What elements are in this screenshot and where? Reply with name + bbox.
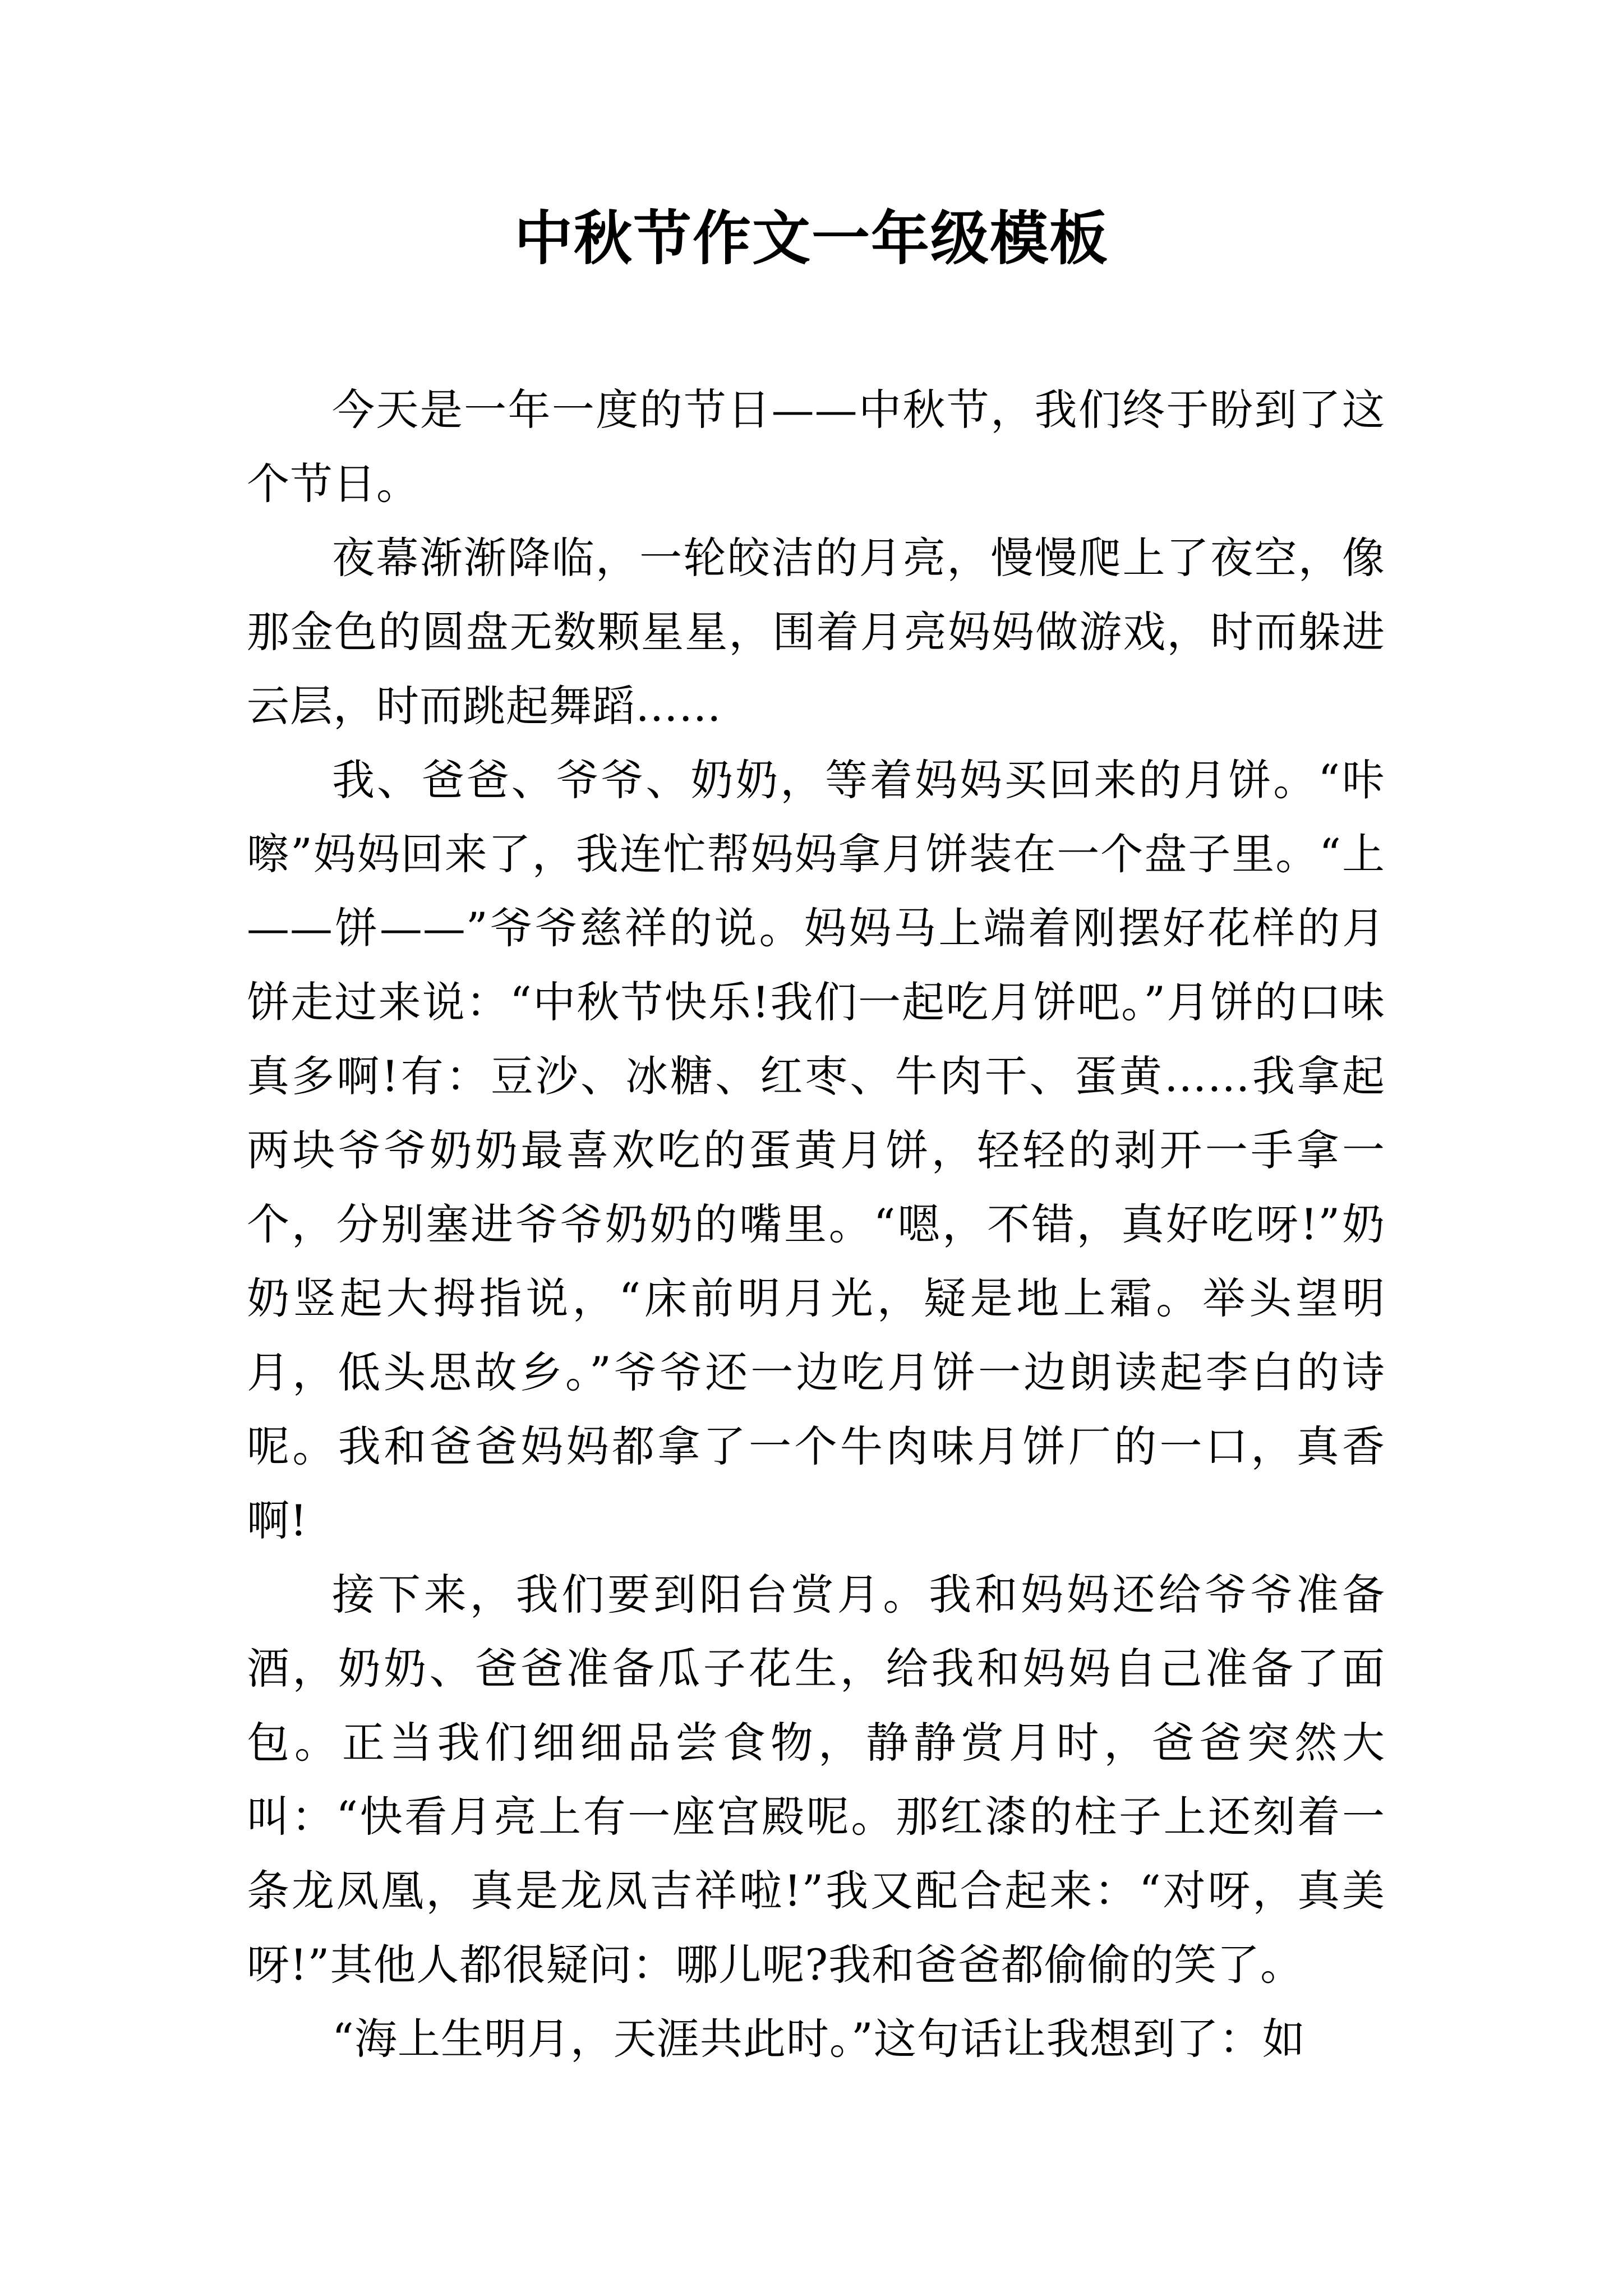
paragraph: 夜幕渐渐降临，一轮皎洁的月亮，慢慢爬上了夜空，像那金色的圆盘无数颗星星，围着月亮妈妈做游戏，时而躲进云层，时而跳起舞蹈…… bbox=[247, 533, 1385, 731]
document-body bbox=[247, 373, 1385, 2076]
paragraph: 今天是一年一度的节日——中秋节，我们终于盼到了这个节日。 bbox=[247, 385, 1385, 509]
paragraph: 接下来，我们要到阳台赏月。我和妈妈还给爷爷准备酒，奶奶、爸爸准备瓜子花生，给我和妈妈自己准备了面包。正当我们细细品尝食物，静静赏月时，爸爸突然大叫：“快看月亮上有一座宫殿呢。那红漆的柱子上还刻着一条龙凤凰，真是龙凤吉祥啦!”我又配合起来：“对呀，真美呀!”其他人都很疑问：哪儿呢?我和爸爸都偷偷的笑了。 bbox=[247, 1570, 1385, 1990]
document-title: 中秋节作文一年级模板 bbox=[514, 204, 1109, 273]
paragraph: “海上生明月，天涯共此时。”这句话让我想到了：如 bbox=[332, 2014, 1306, 2064]
paragraph: 我、爸爸、爷爷、奶奶，等着妈妈买回来的月饼。“咔嚓”妈妈回来了，我连忙帮妈妈拿月饼装在一个盘子里。“上——饼——”爷爷慈祥的说。妈妈马上端着刚摆好花样的月饼走过来说：“中秋节快乐!我们一起吃月饼吧。”月饼的口味真多啊!有：豆沙、冰糖、红枣、牛肉干、蛋黄……我拿起两块爷爷奶奶最喜欢吃的蛋黄月饼，轻轻的剥开一手拿一个，分别塞进爷爷奶奶的嘴里。“嗯，不错，真好吃呀!”奶奶竖起大拇指说，“床前明月光，疑是地上霜。举头望明月，低头思故乡。”爷爷还一边吃月饼一边朗读起李白的诗呢。我和爸爸妈妈都拿了一个牛肉味月饼厂的一口，真香啊! bbox=[247, 755, 1385, 1545]
